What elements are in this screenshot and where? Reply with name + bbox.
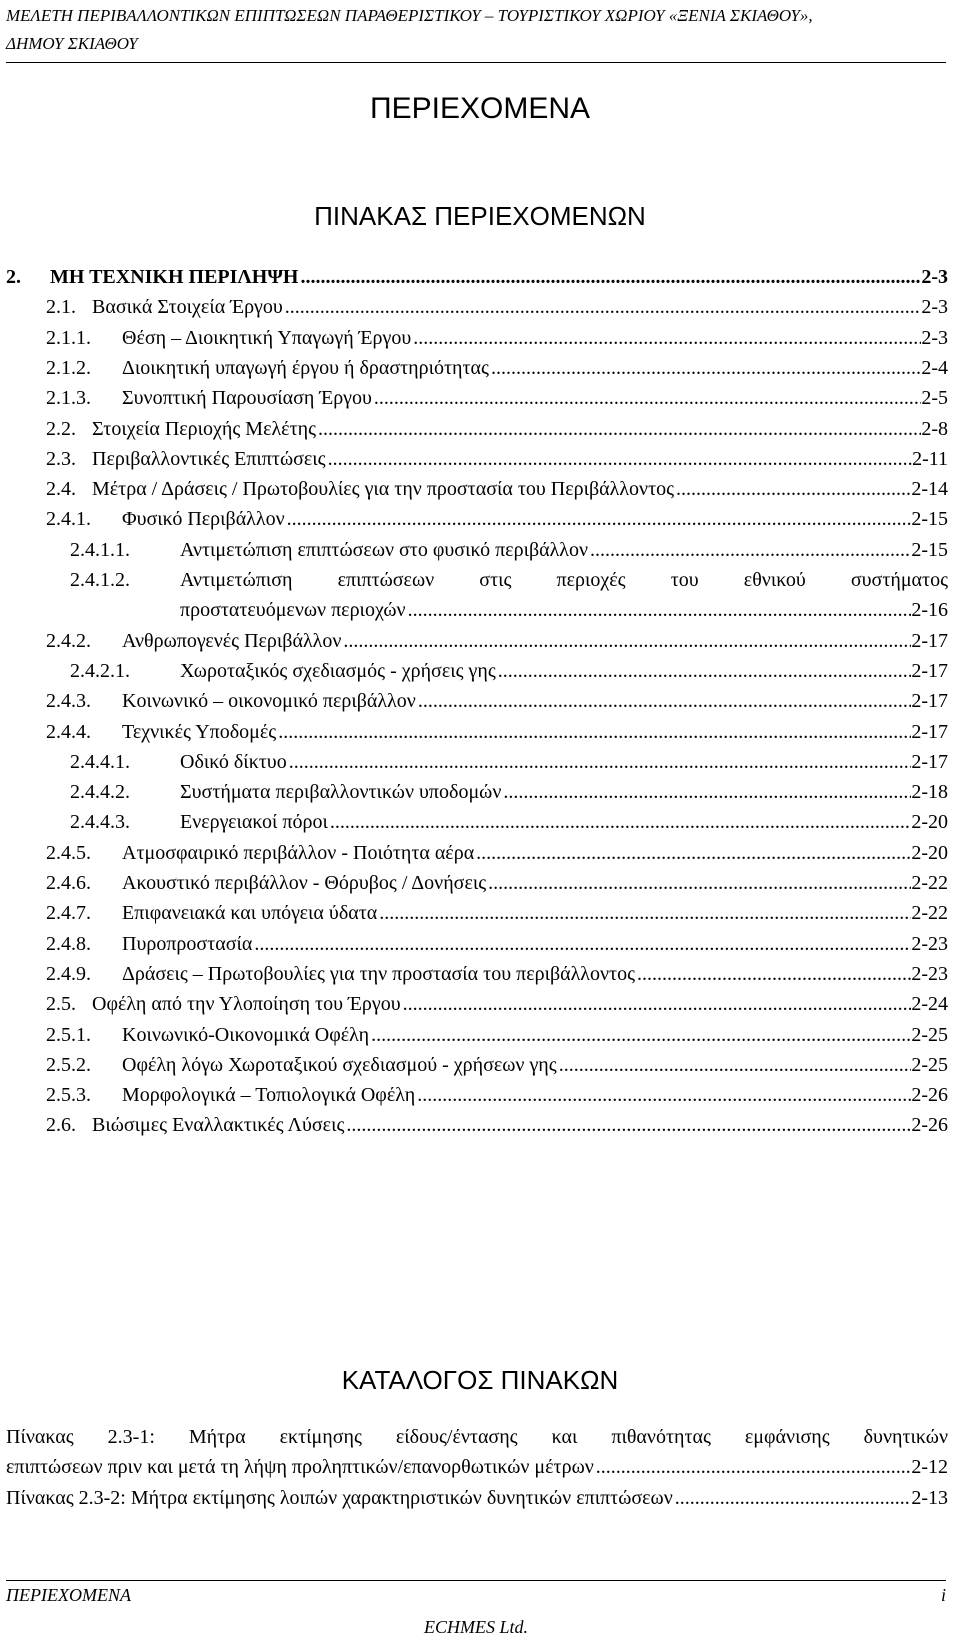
toc-entry[interactable] [0, 747, 960, 777]
table-list-entry-line-1[interactable]: Πίνακας 2.3-1: Μήτρα εκτίμησης είδους/έντασης και πιθανότητας εμφάνισης δυνητικών [6, 1426, 948, 1448]
toc-entry-page: 2-3 [921, 326, 948, 349]
toc-entry-leader [180, 807, 948, 837]
toc-entry-page: 2-14 [911, 478, 948, 501]
toc-entry-page: 2-18 [911, 781, 948, 804]
toc-entry-leader [122, 626, 948, 656]
footer-company: ECHMES Ltd. [423, 1617, 528, 1637]
toc-entry-leader [122, 383, 948, 413]
toc-entry-number: 2.4.4.3. [70, 811, 130, 834]
toc-entry-leader [122, 868, 948, 898]
page-footer [6, 1580, 946, 1637]
table-list-entry-page: 2-13 [911, 1486, 948, 1509]
toc-entry-number: 2.4.8. [46, 932, 91, 955]
toc-entry-page: 2-5 [921, 387, 948, 410]
dot-leader [252, 929, 911, 959]
toc-entry-leader [180, 747, 948, 777]
toc-entry-leader [92, 474, 948, 504]
toc-entry[interactable] [0, 959, 960, 989]
toc-entry-leader [122, 929, 948, 959]
toc-entry-page: 2-8 [921, 417, 948, 440]
toc-entry-title: Μορφολογικά – Τοπιολογικά Οφέλη [122, 1084, 416, 1107]
toc-entry[interactable] [0, 868, 960, 898]
toc-entry-title: Μέτρα / Δράσεις / Πρωτοβουλίες για την προστασία του Περιβάλλοντος [92, 478, 675, 501]
toc-entry-title: Ανθρωπογενές Περιβάλλον [122, 629, 342, 652]
toc-entry[interactable] [0, 717, 960, 747]
toc-entry-number: 2.3. [46, 447, 76, 470]
toc-entry-page: 2-23 [911, 962, 948, 985]
dot-leader [496, 656, 912, 686]
toc-entry-number: 2.4. [46, 478, 76, 501]
toc-entry[interactable] [0, 777, 960, 807]
toc-entry-title: Θέση – Διοικητική Υπαγωγή Έργου [122, 326, 412, 349]
toc-entry-page: 2-15 [911, 538, 948, 561]
dot-leader [328, 807, 911, 837]
toc-entry[interactable] [0, 1050, 960, 1080]
table-list-entry[interactable] [6, 1483, 948, 1513]
toc-entry-number: 2.4.1.2. [70, 569, 130, 591]
toc-entry-number: 2.1.3. [46, 387, 91, 410]
toc-entry-number: 2.4.6. [46, 872, 91, 894]
toc-entry-leader [122, 959, 948, 989]
dot-leader [372, 383, 921, 413]
toc-entry-number: 2.5. [46, 993, 76, 1016]
toc-entry-number: 2.4.9. [46, 962, 91, 985]
toc-entry[interactable] [0, 686, 960, 716]
toc-entry-title: Περιβαλλοντικές Επιπτώσεις [92, 447, 326, 470]
toc-entry-number: 2.4.5. [46, 841, 91, 864]
toc-entry[interactable] [0, 1110, 960, 1140]
dot-leader [415, 1080, 911, 1110]
toc-entry-page: 2-22 [911, 872, 948, 894]
dot-leader [411, 323, 921, 353]
toc-entry-title: Τεχνικές Υποδομές [122, 720, 277, 743]
running-header [6, 2, 946, 63]
toc-entry-leader [122, 1020, 948, 1050]
dot-leader [474, 838, 911, 868]
footer-section: ΠΕΡΙΕΧΟΜΕΝΑ [6, 1585, 131, 1605]
toc-entry-number: 2.2. [46, 417, 76, 440]
toc-entry-title: ΜΗ ΤΕΧΝΙΚΗ ΠΕΡΙΛΗΨΗ [50, 266, 299, 288]
toc-entry-title: Διοικητική υπαγωγή έργου ή δραστηριότητας [122, 356, 489, 379]
toc-entry-title: Οδικό δίκτυο [180, 750, 287, 773]
toc-entry-title: Κοινωνικό-Οικονομικά Οφέλη [122, 1023, 370, 1046]
toc-entry-leader [92, 292, 948, 322]
toc-entry[interactable] [0, 323, 960, 353]
dot-leader [501, 777, 911, 807]
toc-entry-page: 2-25 [911, 1053, 948, 1076]
toc-entry-leader [122, 898, 948, 928]
toc-entry-title: Ατμοσφαιρικό περιβάλλον - Ποιότητα αέρα [122, 841, 475, 864]
toc-entry-leader [122, 353, 948, 383]
toc-entry-leader [122, 717, 948, 747]
table-list-entry-page: 2-12 [911, 1456, 948, 1479]
toc-entry-page: 2-3 [921, 296, 948, 319]
toc-entry-page: 2-22 [911, 902, 948, 925]
toc-entry-title: Χωροταξικός σχεδιασμός - χρήσεις γης [180, 659, 496, 682]
dot-leader [285, 504, 912, 534]
toc-entry-page: 2-16 [911, 599, 948, 622]
footer-page-number: i [940, 1585, 946, 1605]
toc-entry-title: Ακουστικό περιβάλλον - Θόρυβος / Δονήσεις [122, 872, 487, 894]
dot-leader [406, 595, 912, 625]
toc-entry-leader [122, 1080, 948, 1110]
toc-entry-leader [122, 838, 948, 868]
toc-entry-page: 2-24 [911, 993, 948, 1016]
dot-leader [287, 747, 912, 777]
header-line-1: ΜΕΛΕΤΗ ΠΕΡΙΒΑΛΛΟΝΤΙΚΩΝ ΕΠΙΠΤΩΣΕΩΝ ΠΑΡΑΘΕΡΙΣΤΙΚΟΥ – ΤΟΥΡΙΣΤΙΚΟΥ ΧΩΡΙΟΥ «ΞΕΝΙΑ ΣΚΙΑΘΟΥ», [6, 6, 813, 25]
toc-entry-title: προστατευόμενων περιοχών [180, 599, 406, 622]
toc-entry-title: Συνοπτική Παρουσίαση Έργου [122, 387, 372, 410]
toc-entry-number: 2. [6, 266, 21, 288]
toc-entry-title: Οφέλη λόγω Χωροταξικού σχεδιασμού - χρήσεων γης [122, 1053, 557, 1076]
dot-leader [326, 444, 912, 474]
toc-entry-number: 2.4.4. [46, 720, 91, 743]
toc-entry-number: 2.4.7. [46, 902, 91, 925]
toc-entry-page: 2-25 [911, 1023, 948, 1046]
dot-leader [377, 898, 911, 928]
toc-entry-title: Δράσεις – Πρωτοβουλίες για την προστασία του περιβάλλοντος [122, 962, 635, 985]
toc-entry-number: 2.4.4.1. [70, 750, 130, 773]
toc-entry[interactable] [0, 1080, 960, 1110]
dot-leader [344, 1110, 911, 1140]
toc-entry[interactable] [0, 292, 960, 322]
toc-entry[interactable] [0, 444, 960, 474]
toc-entry-number: 2.5.2. [46, 1053, 91, 1076]
toc-entry-page: 2-17 [911, 659, 948, 682]
dot-leader [635, 959, 911, 989]
table-list-entry-title: Πίνακας 2.3-2: Μήτρα εκτίμησης λοιπών χαρακτηριστικών δυνητικών επιπτώσεων [6, 1486, 673, 1509]
header-line-2: ΔΗΜΟΥ ΣΚΙΑΘΟΥ [6, 34, 138, 53]
toc-entry-page: 2-11 [912, 447, 948, 470]
toc-entry-number: 2.5.1. [46, 1023, 91, 1046]
toc-entry-number: 2.1.2. [46, 356, 91, 379]
toc-entry-title: Βιώσιμες Εναλλακτικές Λύσεις [92, 1114, 345, 1137]
toc-entry-title: Συστήματα περιβαλλοντικών υποδομών [180, 781, 502, 804]
toc-entry-title: Κοινωνικό – οικονομικό περιβάλλον [122, 690, 416, 713]
dot-leader [588, 535, 911, 565]
toc-entry[interactable] [0, 474, 960, 504]
toc-entry-title: Φυσικό Περιβάλλον [122, 508, 285, 531]
toc-entry-page: 2-17 [911, 629, 948, 652]
toc-entry-leader [180, 595, 948, 625]
toc-entry[interactable] [0, 626, 960, 656]
toc-entry-leader [92, 414, 948, 444]
toc-entry[interactable] [0, 656, 960, 686]
toc-entry-page: 2-20 [911, 841, 948, 864]
toc-entry-page: 2-26 [911, 1114, 948, 1137]
list-of-tables-title: ΚΑΤΑΛΟΓΟΣ ΠΙΝΑΚΩΝ [341, 1365, 619, 1395]
dot-leader [401, 989, 912, 1019]
toc-entry-number: 2.1.1. [46, 326, 91, 349]
toc-entry[interactable] [0, 504, 960, 534]
toc-entry-page: 2-23 [911, 932, 948, 955]
toc-entry[interactable] [0, 353, 960, 383]
toc-entry-number: 2.4.2. [46, 629, 91, 652]
toc-entry-title: Οφέλη από την Υλοποίηση του Έργου [92, 993, 401, 1016]
toc-entry-number: 2.4.1. [46, 508, 91, 531]
toc-entry-title: Ενεργειακοί πόροι [180, 811, 328, 834]
toc-entry-leader [122, 504, 948, 534]
toc-entry-page: 2-3 [921, 266, 948, 288]
dot-leader [594, 1452, 912, 1482]
toc-entry-leader [92, 989, 948, 1019]
toc-entry-page: 2-15 [911, 508, 948, 531]
table-list-entry[interactable] [6, 1452, 948, 1482]
table-list-entry-title: επιπτώσεων πριν και μετά τη λήψη προληπτικών/επανορθωτικών μέτρων [6, 1456, 594, 1479]
dot-leader [341, 626, 911, 656]
toc-entry-title: Αντιμετώπιση επιπτώσεων στο φυσικό περιβάλλον [180, 538, 589, 561]
dot-leader [276, 717, 911, 747]
toc-entry-number: 2.5.3. [46, 1084, 91, 1107]
toc-entry-leader [50, 262, 948, 292]
toc-entry-leader [122, 686, 948, 716]
toc-entry-title-line-1: Αντιμετώπιση επιπτώσεων στις περιοχές του εθνικού συστήματος [180, 569, 948, 591]
toc-entry[interactable] [0, 1020, 960, 1050]
toc-entry-leader [122, 323, 948, 353]
dot-leader [673, 1483, 912, 1513]
toc-entry[interactable] [0, 535, 960, 565]
toc-entry[interactable] [0, 383, 960, 413]
toc-entry-page: 2-17 [911, 720, 948, 743]
toc-entry-title: Πυροπροστασία [122, 932, 253, 955]
toc-entry[interactable] [0, 565, 960, 595]
toc-entry[interactable] [0, 989, 960, 1019]
toc-entry-continuation[interactable] [0, 595, 960, 625]
toc-entry-leader [180, 777, 948, 807]
toc-entry[interactable] [0, 262, 960, 292]
dot-leader [486, 868, 911, 898]
toc-entry-title: Στοιχεία Περιοχής Μελέτης [92, 417, 316, 440]
contents-title: ΠΕΡΙΕΧΟΜΕΝΑ [369, 92, 591, 125]
toc-entry-leader [92, 1110, 948, 1140]
toc-entry[interactable] [0, 414, 960, 444]
toc-entry-number: 2.6. [46, 1114, 76, 1137]
toc-entry-page: 2-4 [921, 356, 948, 379]
dot-leader [298, 262, 921, 292]
toc-entry-page: 2-17 [911, 750, 948, 773]
dot-leader [416, 686, 911, 716]
toc-entry[interactable] [0, 838, 960, 868]
dot-leader [369, 1020, 911, 1050]
toc-entry-page: 2-20 [911, 811, 948, 834]
toc-entry[interactable] [0, 929, 960, 959]
toc-entry-leader [180, 535, 948, 565]
dot-leader [316, 414, 921, 444]
toc-entry-page: 2-17 [911, 690, 948, 713]
toc-entry-number: 2.4.4.2. [70, 781, 130, 804]
toc-entry[interactable] [0, 898, 960, 928]
dot-leader [489, 353, 921, 383]
toc-entry-number: 2.4.1.1. [70, 538, 130, 561]
toc-entry-number: 2.1. [46, 296, 76, 319]
toc-entry-leader [92, 444, 948, 474]
dot-leader [557, 1050, 912, 1080]
toc-entry-number: 2.4.3. [46, 690, 91, 713]
toc-entry-page: 2-26 [911, 1084, 948, 1107]
toc-entry-number: 2.4.2.1. [70, 659, 130, 682]
toc-title: ΠΙΝΑΚΑΣ ΠΕΡΙΕΧΟΜΕΝΩΝ [314, 201, 646, 231]
toc-entry-leader [122, 1050, 948, 1080]
toc-entry-title: Βασικά Στοιχεία Έργου [92, 296, 283, 319]
toc-entry-title: Επιφανειακά και υπόγεια ύδατα [122, 902, 378, 925]
toc-entry-leader [180, 656, 948, 686]
dot-leader [674, 474, 911, 504]
toc-entry[interactable] [0, 807, 960, 837]
dot-leader [283, 292, 922, 322]
